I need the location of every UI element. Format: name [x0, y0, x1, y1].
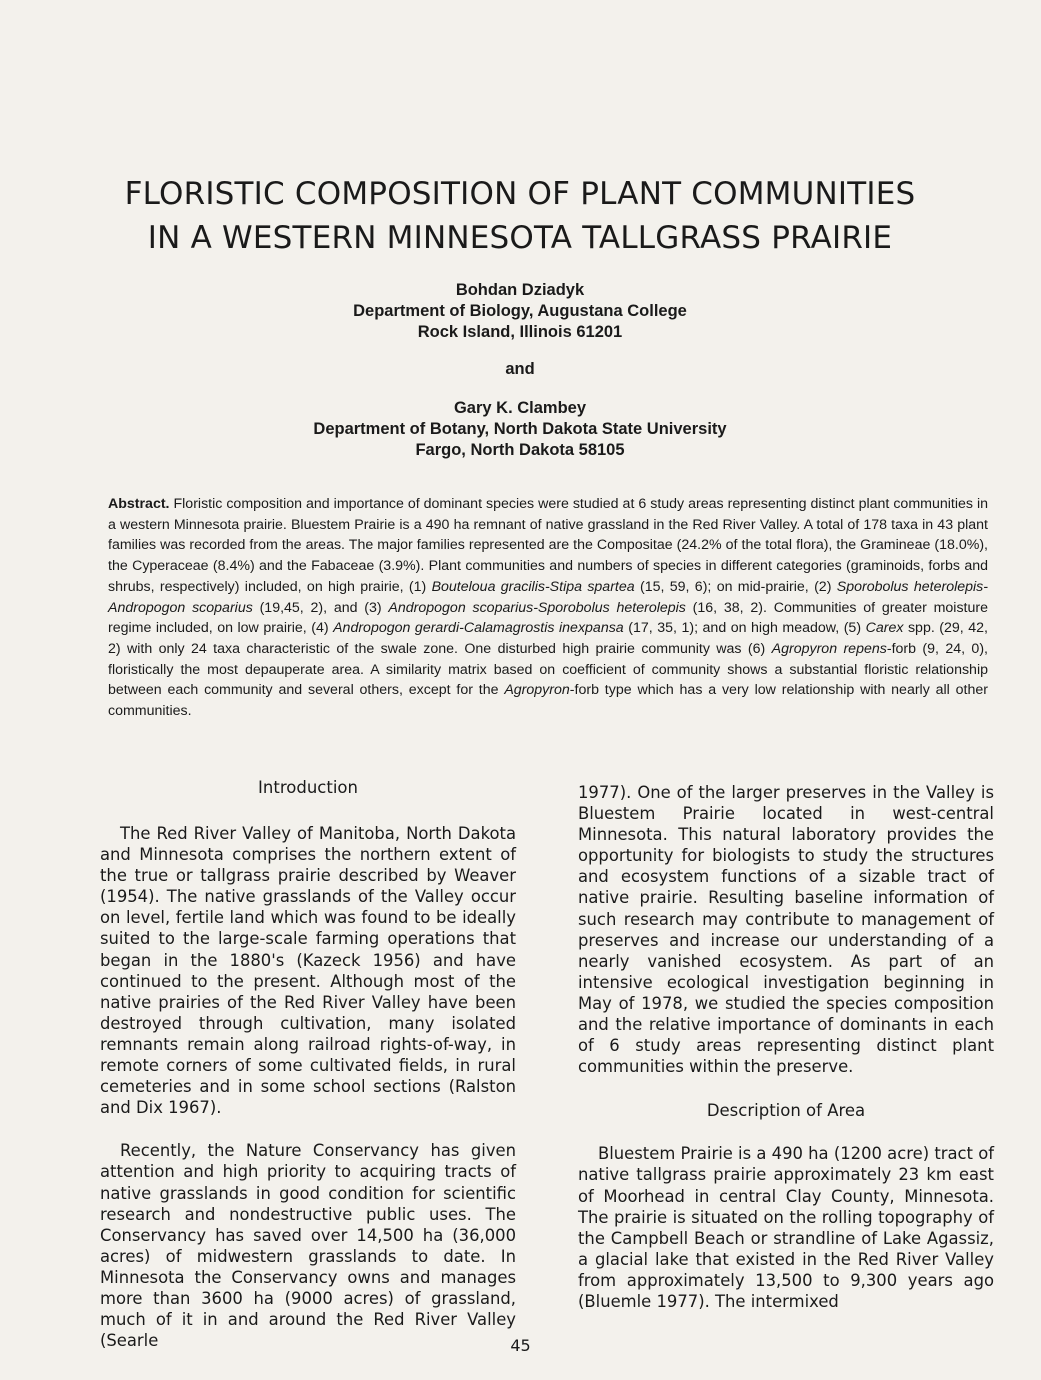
introduction-paragraph-2: Recently, the Nature Conservancy has given attention and high priority to acquiring tracts of native grasslands in good condition for scientific research and nondestructive public uses. The Conservancy has saved over 14,500 ha (36,000 acres) of midwestern grasslands to date. In Minnesota the Conservancy owns and manages more than 3600 ha (9000 acres) of grassland, much of it in and around the Red River Valley (Searle — [100, 1141, 516, 1351]
abstract-text: (17, 35, 1); and on high meadow, (5) — [623, 620, 866, 637]
abstract-text: -forb type which has a very low relationship with nearly all other communities. — [108, 682, 988, 720]
abstract-taxon: Agropyron repens — [771, 640, 887, 657]
author-block — [200, 280, 840, 461]
author-2-location: Fargo, North Dakota 58105 — [415, 441, 625, 459]
abstract-label: Abstract. — [108, 496, 170, 512]
right-column — [578, 782, 994, 1312]
abstract-taxon: Andropogon gerardi-Calamagrostis inexpansa — [333, 620, 624, 637]
abstract-taxon: Agropyron — [504, 682, 570, 699]
author-1-department: Department of Biology, Augustana College — [353, 302, 687, 320]
abstract-taxon: Sporobolus heterolepis-Andropogon scoparius — [108, 578, 988, 616]
introduction-heading: Introduction — [258, 778, 358, 797]
introduction-paragraph-1: The Red River Valley of Manitoba, North Dakota and Minnesota comprises the northern extent of the true or tallgrass prairie described by Weaver (1954). The native grasslands of the Valley occur on level, fertile land which was found to be ideally suited to the large-scale farming operations that began in the 1880's (Kazeck 1956) and have continued to the present. Although most of the native prairies of the Red River Valley have been destroyed through cultivation, many isolated remnants remain along railroad rights-of-way, in remote corners of some cultivated fields, in rural cemeteries and in some school sections (Ralston and Dix 1967). — [100, 824, 516, 1118]
abstract-text: (16, 38, 2). Communities of greater moisture regime included, on low prairie, (4) — [108, 599, 988, 637]
abstract-text: Floristic composition and importance of dominant species were studied at 6 study areas representing distinct plant communities in a western Minnesota prairie. Bluestem Prairie is a 490 ha remnant of native grassland in the Red River Valley. A total of 178 taxa in 43 plant families was recorded from the areas. The major families represented are the Compositae (24.2% of the total flora), the Gramineae (18.0%), the Cyperaceae (8.4%) and the Fabaceae (3.9%). Plant communities and numbers of species in different categories (graminoids, forbs and shrubs, respectively) included, on high prairie, (1) — [108, 496, 988, 595]
author-conjunction: and — [505, 360, 535, 378]
page-number: 45 — [510, 1336, 531, 1355]
left-column — [100, 776, 516, 1351]
paper-title — [60, 172, 980, 260]
title-line-2: IN A WESTERN MINNESOTA TALLGRASS PRAIRIE — [147, 220, 893, 256]
abstract-text: (15, 59, 6); on mid-prairie, (2) — [634, 578, 837, 595]
abstract-text: (19,45, 2), and (3) — [252, 599, 389, 616]
abstract-taxon: Bouteloua gracilis-Stipa spartea — [431, 578, 635, 595]
author-1-name: Bohdan Dziadyk — [455, 281, 585, 299]
title-line-1: FLORISTIC COMPOSITION OF PLANT COMMUNITIES — [124, 176, 916, 212]
abstract-text: -forb (9, 24, 0), floristically the most depauperate area. A similarity matrix based on coefficient of community shows a substantial floristic relationship between each community and several others, except for the — [108, 640, 988, 699]
introduction-continued-paragraph: 1977). One of the larger preserves in the Valley is Bluestem Prairie located in west-central Minnesota. This natural laboratory provides the opportunity for biologists to study the structures and ecosystem functions of a sizable tract of native prairie. Resulting baseline information of such research may contribute to management of preserves and increase our understanding of a nearly vanished ecosystem. As part of an intensive ecological investigation beginning in May of 1978, we studied the species composition and the relative importance of dominants in each of 6 study areas representing distinct plant communities within the preserve. — [578, 783, 994, 1077]
author-2-name: Gary K. Clambey — [453, 399, 587, 417]
description-paragraph: Bluestem Prairie is a 490 ha (1200 acre) tract of native tallgrass prairie approximately 23 km east of Moorhead in central Clay County, Minnesota. The prairie is situated on the rolling topography of the Campbell Beach or strandline of Lake Agassiz, a glacial lake that existed in the Red River Valley from approximately 13,500 to 9,300 years ago (Bluemle 1977). The intermixed — [578, 1144, 994, 1311]
description-of-area-heading: Description of Area — [706, 1101, 866, 1121]
author-2-department: Department of Botany, North Dakota State University — [313, 420, 727, 438]
abstract-taxon: Andropogon scoparius-Sporobolus heterolepis — [388, 599, 686, 616]
abstract-text: spp. (29, 42, 2) with only 24 taxa characteristic of the swale zone. One disturbed high prairie community was (6) — [108, 620, 989, 657]
abstract-taxon: Carex — [865, 620, 904, 637]
abstract — [108, 494, 988, 722]
author-1-location: Rock Island, Illinois 61201 — [417, 323, 623, 341]
